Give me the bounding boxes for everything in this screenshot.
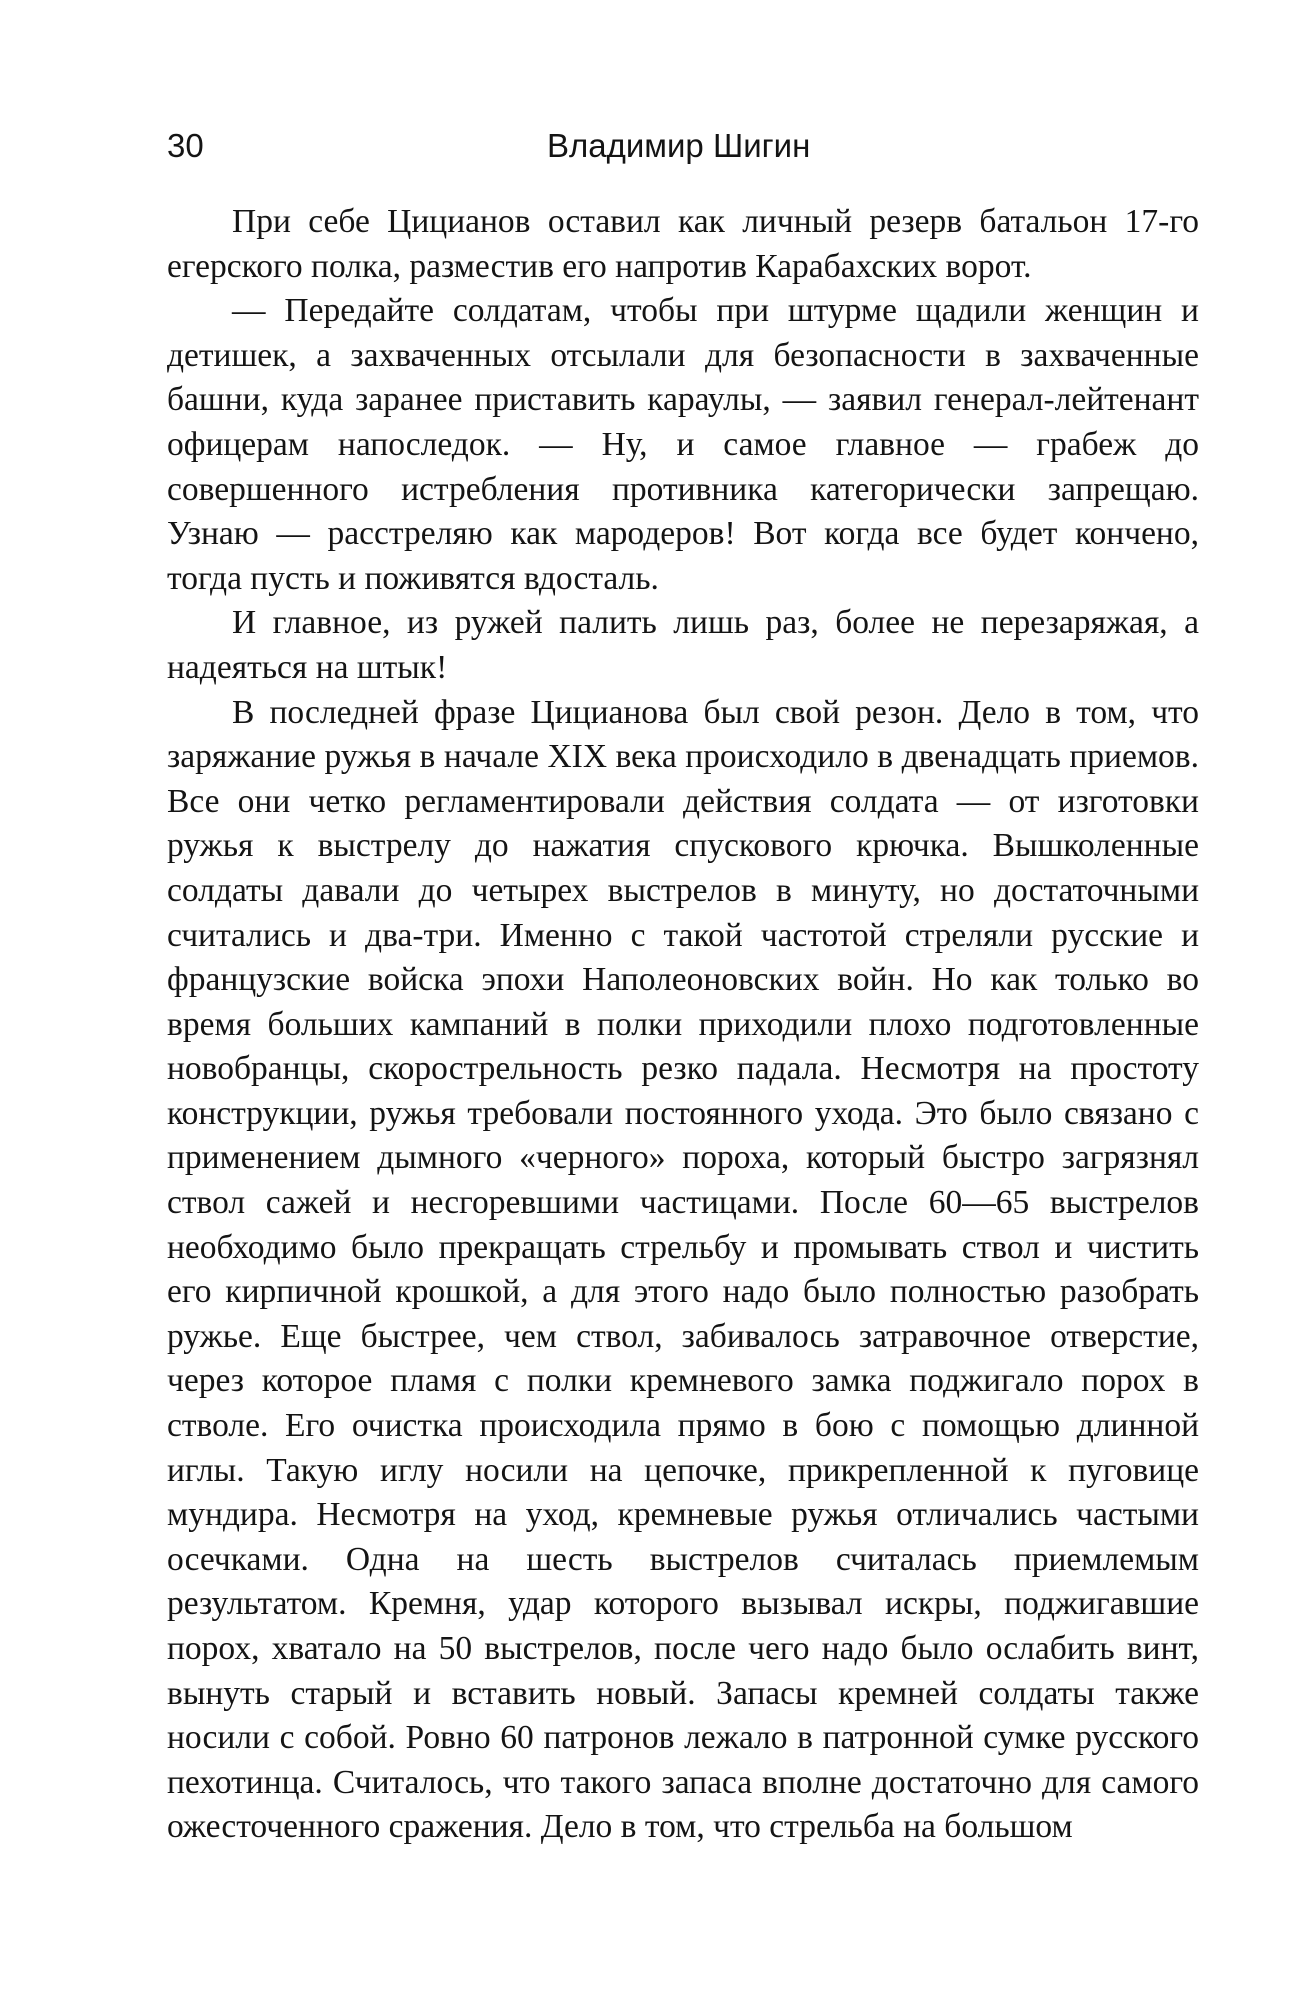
- paragraph: В последней фразе Цицианова был свой резон. Дело в том, что заряжание ружья в начале XIX века происходило в двенадцать приемов. Все они четко регламентировали действия солдата — от изготовки ружья к выстрелу до нажатия спускового крючка. Вышколенные солдаты давали до четырех выстрелов в минуту, но достаточными считались и два-три. Именно с такой частотой стреляли русские и французские войска эпохи Наполеоновских войн. Но как только во время больших кампаний в полки приходили плохо подготовленные новобранцы, скорострельность резко падала. Несмотря на простоту конструкции, ружья требовали постоянного ухода. Это было связано с применением дымного «черного» пороха, который быстро загрязнял ствол сажей и несгоревшими частицами. После 60—65 выстрелов необходимо было прекращать стрельбу и промывать ствол и чистить его кирпичной крошкой, а для этого надо было полностью разобрать ружье. Еще быстрее, чем ствол, забивалось затравочное отверстие, через которое пламя с полки кремневого замка поджигало порох в стволе. Его очистка происходила прямо в бою с помощью длинной иглы. Такую иглу носили на цепочке, прикрепленной к пуговице мундира. Несмотря на уход, кремневые ружья отличались частыми осечками. Одна на шесть выстрелов считалась приемлемым результатом. Кремня, удар которого вызывал искры, поджигавшие порох, хватало на 50 выстрелов, после чего надо было ослабить винт, вынуть старый и вставить новый. Запасы кремней солдаты также носили с собой. Ровно 60 патронов лежало в патронной сумке русского пехотинца. Считалось, что такого запаса вполне достаточно для самого ожесточенного сражения. Дело в том, что стрельба на большом: [167, 693, 1199, 1846]
- paragraph: И главное, из ружей палить лишь раз, более не перезаряжая, а надеяться на штык!: [167, 604, 1199, 686]
- running-head: [167, 118, 1199, 174]
- page-number: 30: [167, 127, 204, 164]
- paragraph: — Передайте солдатам, чтобы при штурме щадили женщин и детишек, а захваченных отсылали для безопасности в захваченные башни, куда заранее приставить караулы, — заявил генерал-лейтенант офицерам напоследок. — Ну, и самое главное — грабеж до совершенного истребления противника категорически запрещаю. Узнаю — расстреляю как мародеров! Вот когда все будет кончено, тогда пусть и поживятся вдосталь.: [167, 292, 1199, 597]
- running-title: Владимир Шигин: [547, 127, 811, 164]
- body-text: [167, 200, 1199, 1850]
- paragraph: При себе Цицианов оставил как личный резерв батальон 17-го егерского полка, разместив его напротив Карабахских ворот.: [167, 203, 1199, 285]
- book-page: [167, 118, 1199, 1850]
